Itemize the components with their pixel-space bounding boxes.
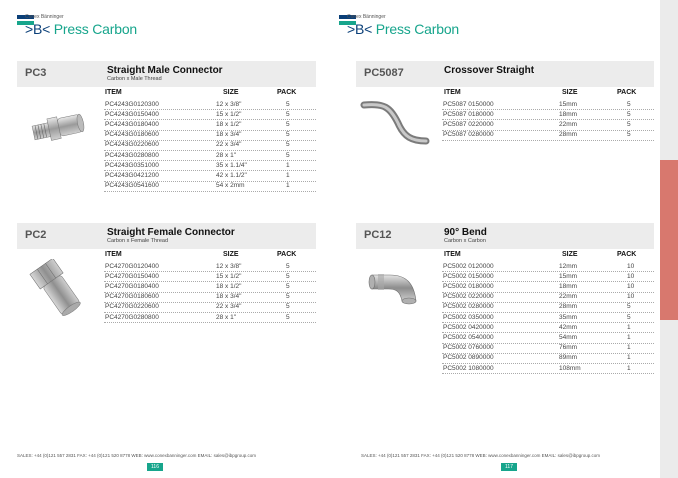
item-code: PC5087 0220000 xyxy=(443,120,494,128)
product-code: PC2 xyxy=(25,229,47,241)
item-size: 35 x 1.1/4" xyxy=(216,161,247,169)
item-pack: 1 xyxy=(286,182,290,190)
item-pack: 5 xyxy=(627,131,631,139)
item-size: 28 x 1" xyxy=(216,151,237,159)
item-pack: 5 xyxy=(286,131,290,139)
table-row xyxy=(442,363,654,374)
column-size: SIZE xyxy=(223,251,239,258)
column-item: ITEM xyxy=(444,89,461,96)
table-header xyxy=(444,89,654,99)
item-pack: 5 xyxy=(286,293,290,301)
item-code: PC5087 0180000 xyxy=(443,110,494,118)
logo-text: Press Carbon xyxy=(53,21,137,37)
product-title: 90° Bend xyxy=(444,227,487,238)
table-row xyxy=(104,312,316,323)
item-pack: 5 xyxy=(627,100,631,108)
item-pack: 5 xyxy=(627,313,631,321)
item-size: 15mm xyxy=(559,100,578,108)
table-header xyxy=(105,251,315,261)
item-pack: 1 xyxy=(286,171,290,179)
item-code: PC5002 1080000 xyxy=(443,364,494,372)
catalog-page-right xyxy=(339,0,660,478)
product-section-pc2 xyxy=(17,223,316,338)
item-code: PC4243G0541600 xyxy=(105,182,159,190)
item-size: 28 x 1" xyxy=(216,313,237,321)
page-number: 116 xyxy=(147,463,163,471)
product-subtitle: Carbon x Male Thread xyxy=(107,76,162,82)
item-pack: 5 xyxy=(286,120,290,128)
table-row xyxy=(104,181,316,192)
item-size: 42 x 1.1/2" xyxy=(216,171,247,179)
item-size: 22mm xyxy=(559,293,578,301)
item-pack: 5 xyxy=(627,303,631,311)
product-subtitle: Carbon x Carbon xyxy=(444,238,486,244)
item-code: PC4270G0220600 xyxy=(105,303,159,311)
column-item: ITEM xyxy=(105,89,122,96)
item-size: 18 x 1/2" xyxy=(216,282,242,290)
footer-contact: SALES: +44 (0)121 557 2831 FAX: +44 (0)121 520 8778 WEB: www.conexbanninger.com EMAIL: sales@ibpgroup.com xyxy=(17,453,256,458)
item-size: 35mm xyxy=(559,313,578,321)
item-pack: 10 xyxy=(627,262,635,270)
item-pack: 5 xyxy=(627,120,631,128)
item-size: 18 x 1/2" xyxy=(216,120,242,128)
item-pack: 5 xyxy=(286,141,290,149)
item-code: PC4243G0150400 xyxy=(105,110,159,118)
item-size: 18mm xyxy=(559,110,578,118)
item-code: PC5002 0120000 xyxy=(443,262,494,270)
item-pack: 5 xyxy=(286,110,290,118)
item-size: 42mm xyxy=(559,323,578,331)
section-header xyxy=(356,61,654,87)
item-code: PC4243G0180600 xyxy=(105,131,159,139)
item-pack: 1 xyxy=(627,344,631,352)
item-code: PC4270G0120400 xyxy=(105,262,159,270)
column-pack: PACK xyxy=(617,251,637,258)
item-code: PC4270G0180400 xyxy=(105,282,159,290)
column-item: ITEM xyxy=(444,251,461,258)
column-size: SIZE xyxy=(223,89,239,96)
item-size: 54 x 2mm xyxy=(216,182,245,190)
item-size: 18 x 3/4" xyxy=(216,131,242,139)
product-section-pc5087 xyxy=(356,61,654,156)
item-size: 76mm xyxy=(559,344,578,352)
item-code: PC4270G0180600 xyxy=(105,293,159,301)
item-size: 22 x 3/4" xyxy=(216,303,242,311)
item-pack: 10 xyxy=(627,293,635,301)
section-header xyxy=(356,223,654,249)
item-size: 28mm xyxy=(559,131,578,139)
product-code: PC5087 xyxy=(364,67,404,79)
item-code: PC5002 0350000 xyxy=(443,313,494,321)
item-pack: 5 xyxy=(627,110,631,118)
product-code: PC3 xyxy=(25,67,47,79)
item-size: 18 x 3/4" xyxy=(216,293,242,301)
bend-fitting-image xyxy=(366,261,430,309)
item-code: PC4270G0150400 xyxy=(105,272,159,280)
item-pack: 1 xyxy=(627,354,631,362)
item-pack: 5 xyxy=(286,313,290,321)
section-header xyxy=(17,61,316,87)
item-size: 18mm xyxy=(559,282,578,290)
item-size: 28mm xyxy=(559,303,578,311)
page-number: 117 xyxy=(501,463,517,471)
item-code: PC5002 0890000 xyxy=(443,354,494,362)
brand-logo xyxy=(347,21,459,37)
item-size: 89mm xyxy=(559,354,578,362)
item-code: PC5002 0180000 xyxy=(443,282,494,290)
item-pack: 5 xyxy=(286,151,290,159)
item-code: PC4243G0220600 xyxy=(105,141,159,149)
item-code: PC5002 0760000 xyxy=(443,344,494,352)
item-size: 54mm xyxy=(559,333,578,341)
item-pack: 10 xyxy=(627,282,635,290)
item-size: 12mm xyxy=(559,262,578,270)
product-title: Straight Male Connector xyxy=(107,65,223,76)
item-pack: 5 xyxy=(286,303,290,311)
male-connector-image xyxy=(27,101,87,155)
item-code: PC5002 0220000 xyxy=(443,293,494,301)
table-header xyxy=(444,251,654,261)
column-size: SIZE xyxy=(562,89,578,96)
column-pack: PACK xyxy=(617,89,637,96)
table-header xyxy=(105,89,315,99)
item-pack: 5 xyxy=(286,272,290,280)
logo-prefix: >B< xyxy=(347,21,373,37)
brand-name: Conex Bänninger xyxy=(25,14,64,20)
item-pack: 5 xyxy=(286,262,290,270)
item-size: 15 x 1/2" xyxy=(216,110,242,118)
item-code: PC4243G0421200 xyxy=(105,171,159,179)
item-code: PC5002 0150000 xyxy=(443,272,494,280)
item-pack: 1 xyxy=(286,161,290,169)
product-section-pc3 xyxy=(17,61,316,213)
item-size: 15 x 1/2" xyxy=(216,272,242,280)
column-pack: PACK xyxy=(277,89,297,96)
female-connector-image xyxy=(29,259,87,321)
item-pack: 10 xyxy=(627,272,635,280)
footer-contact: SALES: +44 (0)121 557 2831 FAX: +44 (0)121 520 8778 WEB: www.conexbanninger.com EMAIL: sales@ibpgroup.com xyxy=(361,453,600,458)
product-title: Crossover Straight xyxy=(444,65,535,76)
item-pack: 5 xyxy=(286,100,290,108)
item-code: PC4243G0351000 xyxy=(105,161,159,169)
item-size: 12 x 3/8" xyxy=(216,262,242,270)
column-pack: PACK xyxy=(277,251,297,258)
item-pack: 1 xyxy=(627,323,631,331)
item-code: PC5087 0280000 xyxy=(443,131,494,139)
product-subtitle: Carbon x Female Thread xyxy=(107,238,169,244)
item-pack: 1 xyxy=(627,333,631,341)
item-size: 22 x 3/4" xyxy=(216,141,242,149)
section-tab-marker xyxy=(660,160,678,320)
item-code: PC5002 0280000 xyxy=(443,303,494,311)
item-size: 108mm xyxy=(559,364,581,372)
item-pack: 5 xyxy=(286,282,290,290)
item-pack: 1 xyxy=(627,364,631,372)
item-size: 22mm xyxy=(559,120,578,128)
item-size: 15mm xyxy=(559,272,578,280)
item-code: PC5087 0150000 xyxy=(443,100,494,108)
product-title: Straight Female Connector xyxy=(107,227,235,238)
product-code: PC12 xyxy=(364,229,392,241)
item-code: PC4243G0120300 xyxy=(105,100,159,108)
item-code: PC4243G0180400 xyxy=(105,120,159,128)
item-code: PC4243G0280800 xyxy=(105,151,159,159)
item-code: PC5002 0420000 xyxy=(443,323,494,331)
item-size: 12 x 3/8" xyxy=(216,100,242,108)
section-header xyxy=(17,223,316,249)
item-code: PC5002 0540000 xyxy=(443,333,494,341)
brand-logo xyxy=(25,21,137,37)
logo-text: Press Carbon xyxy=(375,21,459,37)
item-code: PC4270G0280800 xyxy=(105,313,159,321)
table-row xyxy=(442,130,654,141)
logo-prefix: >B< xyxy=(25,21,51,37)
column-item: ITEM xyxy=(105,251,122,258)
crossover-pipe-image xyxy=(360,97,432,149)
brand-name: Conex Bänninger xyxy=(347,14,386,20)
column-size: SIZE xyxy=(562,251,578,258)
product-section-pc12 xyxy=(356,223,654,393)
